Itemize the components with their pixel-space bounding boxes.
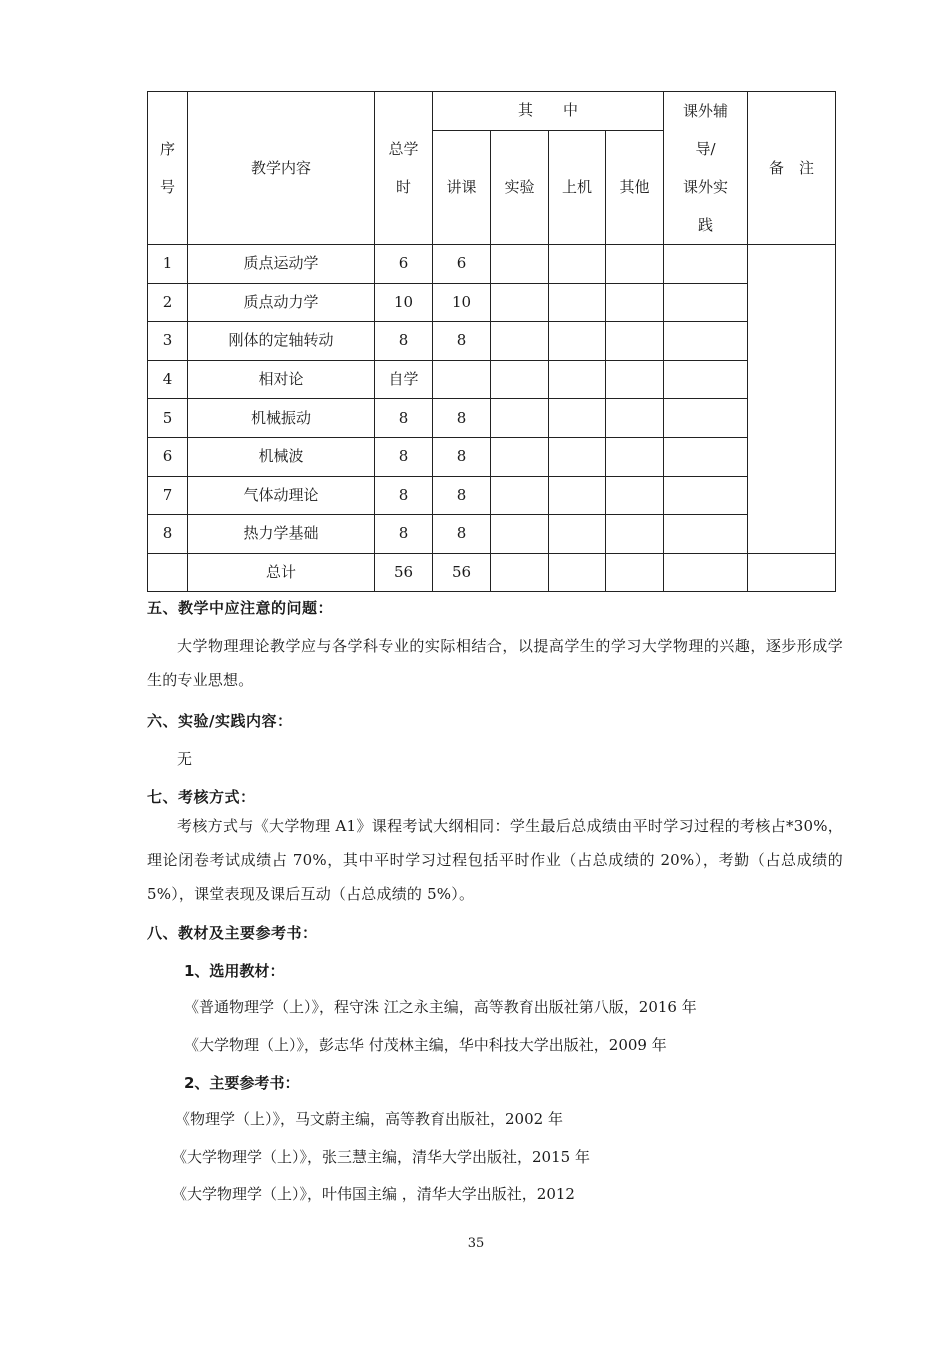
reference-item: 《大学物理学（上）》，叶伟国主编 ，清华大学出版社，2012: [172, 1185, 575, 1203]
teaching-hours-table: [147, 91, 836, 592]
textbooks-heading: 1、选用教材：: [184, 962, 285, 980]
references-heading: 2、主要参考书：: [184, 1074, 300, 1092]
summary-total: 56: [375, 553, 433, 592]
table-row: 8 热力学基础 8 8: [148, 515, 836, 554]
section-8-heading: 八、教材及主要参考书：: [147, 924, 318, 942]
page-number: 35: [467, 1236, 485, 1251]
header-lecture: 讲课: [433, 130, 491, 244]
reference-item: 《大学物理学（上）》，张三慧主编，清华大学出版社，2015 年: [172, 1148, 590, 1166]
header-other: 其他: [606, 130, 664, 244]
header-content: 教学内容: [188, 92, 375, 245]
reference-item: 《物理学（上）》，马文蔚主编，高等教育出版社，2002 年: [175, 1110, 563, 1128]
section-6-heading: 六、实验/实践内容：: [147, 712, 293, 730]
textbook-item: 《普通物理学（上）》，程守洙 江之永主编，高等教育出版社第八版，2016 年: [184, 998, 697, 1016]
table-row: 4 相对论 自学: [148, 360, 836, 399]
summary-label: 总计: [188, 553, 375, 592]
table-row: 7 气体动理论 8 8: [148, 476, 836, 515]
header-extracurricular: 课外辅 导/ 课外实 践: [664, 92, 748, 245]
section-7-text: 考核方式与《大学物理 A1》课程考试大纲相同：学生最后总成绩由平时学习过程的考核占*30%，理论闭卷考试成绩占 70%，其中平时学习过程包括平时作业（占总成绩的 20%），考勤（占总成绩的 5%），课堂表现及课后互动（占总成绩的 5%）。: [147, 817, 843, 903]
table-row: 2 质点动力学 10 10: [148, 283, 836, 322]
table-row: 5 机械振动 8 8: [148, 399, 836, 438]
textbook-item: 《大学物理（上）》，彭志华 付茂林主编，华中科技大学出版社，2009 年: [184, 1036, 667, 1054]
table-row: 1 质点运动学 6 6: [148, 245, 836, 284]
section-5-text: 大学物理理论教学应与各学科专业的实际相结合，以提高学生的学习大学物理的兴趣，逐步形成学生的专业思想。: [147, 637, 843, 689]
header-remark: 备 注: [748, 92, 836, 245]
summary-lecture: 56: [433, 553, 491, 592]
section-7-heading: 七、考核方式：: [147, 788, 256, 806]
section-6-text: 无: [177, 750, 193, 768]
header-seq: 序 号: [148, 92, 188, 245]
header-total-hours: 总学 时: [375, 92, 433, 245]
table-row: 6 机械波 8 8: [148, 437, 836, 476]
remark-cell: [748, 245, 836, 554]
header-computer: 上机: [549, 130, 606, 244]
table-row: 3 刚体的定轴转动 8 8: [148, 322, 836, 361]
section-5-heading: 五、教学中应注意的问题：: [147, 599, 334, 617]
header-experiment: 实验: [491, 130, 549, 244]
header-breakdown: 其 中: [433, 92, 664, 131]
table-summary-row: [148, 553, 836, 592]
